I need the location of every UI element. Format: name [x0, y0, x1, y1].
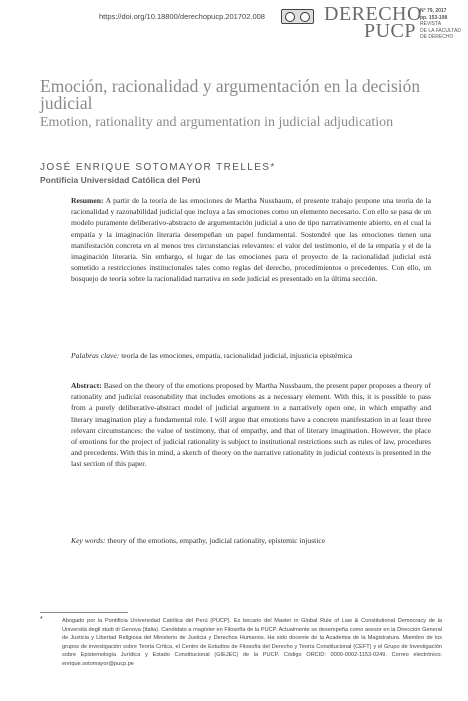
issue-info [420, 8, 464, 41]
by-icon [300, 12, 310, 22]
resumen-text: A partir de la teoría de las emociones de Martha Nussbaum, el presente trabajo propone una teoría de la racionalidad y razonabilidad judicial que incluya a las emociones como un elemento necesario. Con ello se pasa de un modelo puramente deliberativo-abstracto de argumentación judicial a uno de tipo narrativamente abierto, en el cual la empatía y la imaginación literaria desempeñan un papel fundamental. Sostendré que las emociones tienen una manifestación concreta en al menos tres circunstancias relevantes: el valor del testimonio, el de la empatía y el de la imaginación literaria. Sin embargo, el lugar de las emociones para el proyecto de la racionalidad judicial está sometido a restricciones institucionales tales como reglas del derecho, procedimientos o precedentes. Con ello, un bosquejo de teoría sobre la racionalidad narrativa en sede judicial es presentado en la última sección. [71, 196, 431, 284]
author-affiliation: Pontificia Universidad Católica del Perú [40, 175, 201, 185]
abstract-text: Based on the theory of the emotions proposed by Martha Nussbaum, the present paper proposes a theory of rationality and judicial reasonability that includes emotions as a necessary element. With this, it is possible to pass from a purely deliberative-abstract model of judicial argument to a narratively open one, in which empathy and literary imagination play a fundamental role. I will argue that emotions have a concrete manifestation in at least three relevant circumstances: the value of testimony, that of empathy, and that of literary imagination. However, the place of emotions for the project of judicial rationality is subject to institutional restrictions such as rules of law, procedures and precedents. With this in mind, a sketch of theory on the narrative rationality in judicial contexts is presented in the last section of this paper. [71, 381, 431, 469]
keywords-paragraph [71, 535, 431, 546]
keywords-text: theory of the emotions, empathy, judicial rationality, epistemic injustice [105, 536, 326, 545]
doi-link[interactable]: https://doi.org/10.18800/derechopucp.201702.008 [99, 12, 265, 21]
footnote-rule [40, 612, 128, 613]
title-spanish: Emoción, racionalidad y argumentación en la decisión judicial [40, 76, 421, 113]
resumen-paragraph [71, 195, 431, 285]
abstract-paragraph [71, 380, 431, 470]
footnote-text: Abogado por la Pontificia Universidad Católica del Perú (PUCP). Ex becario del Master in Global Rule of Law & Constitutional Democracy de la Università degli studi di Genova (Italia). Candidato a magíster en Filosofía de la PUCP. Actualmente se desempeña como asesor en la Dirección General de Justicia y Libertad Religiosa del Ministerio de Justicia y Derechos Humanos. Ha sido docente de la Academia de la Magistratura. Miembro de los grupos de investigación sobre Teoría Crítica, el Centro de Estudios de Filosofía del Derecho y Teoría Constitucional (CEFT) y el Grupo de Investigación sobre Epistemología Jurídica y Estado Constitucional (GIEJEC) de la PUCP. Código ORCID: 0000-0002-1153-0249. Correo electrónico: enrique.sotomayor@pucp.pe [62, 618, 442, 667]
keywords-label: Key words: [71, 536, 106, 545]
cc-icon [285, 12, 295, 22]
brand-line2: PUCP [363, 20, 416, 42]
palabras-clave-paragraph [71, 350, 431, 361]
title-english: Emotion, rationality and argumentation in judicial adjudication [40, 115, 394, 130]
footnote-mark: * [40, 616, 43, 623]
creative-commons-badge [281, 9, 314, 24]
brand-line1: DERECHO [324, 3, 422, 25]
palabras-clave-text: teoría de las emociones, empatía, racionalidad judicial, injusticia epistémica [119, 351, 353, 360]
issue-journal-3: DE DERECHO [420, 34, 454, 40]
resumen-label: Resumen: [71, 196, 104, 205]
journal-logo [324, 3, 422, 42]
issue-number: N° 79, 2017 [420, 8, 447, 14]
issue-journal-2: DE LA FACULTAD [420, 27, 461, 34]
abstract-label: Abstract: [71, 381, 102, 390]
author-name: JOSÉ ENRIQUE SOTOMAYOR TRELLES* [40, 162, 276, 173]
palabras-clave-label: Palabras clave: [71, 351, 120, 360]
issue-pages: pp. 153-198 [420, 14, 448, 21]
issue-journal-1: REVISTA [420, 21, 442, 27]
